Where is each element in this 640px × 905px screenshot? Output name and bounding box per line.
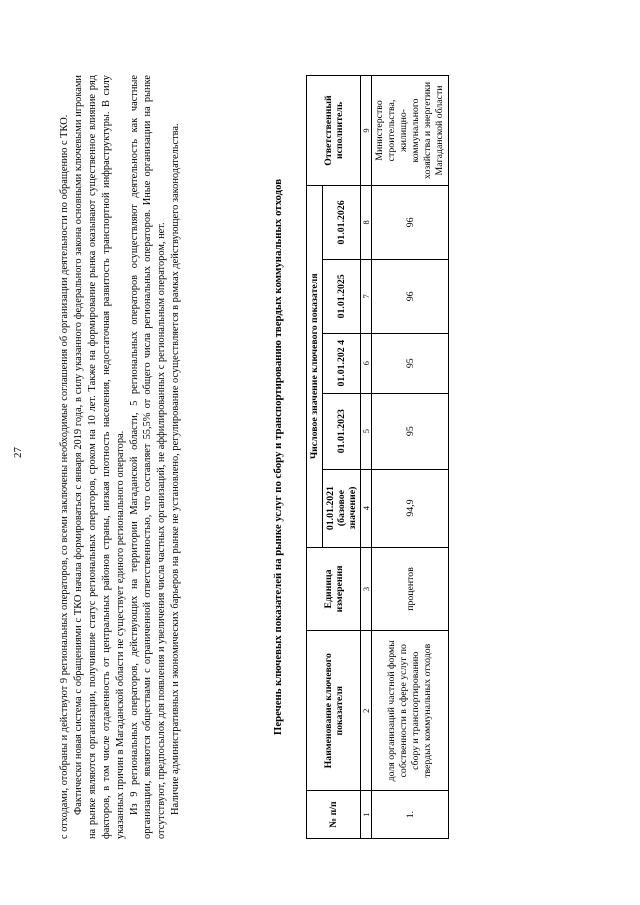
paragraph: Фактически новая система с обращениями с ТКО начала формироваться с января 2019 года, в силу указанного федерального закона основными ключевыми игроками на рынке являются организации, получившие статус региональных операторов, сроком на 10 лет. Также на формирование рынка оказывают существенное влияние ряд факторов, в том числе отдаленность от центральных районов страны, низкая плотность населения, недостаточная развитость транспортной инфраструктуры. В силу указанных причин в Магаданской области не существует единого регионального оператора. (72, 75, 126, 839)
indicators-table (306, 75, 449, 839)
column-number: 3 (361, 547, 372, 631)
paragraph: с отходами, отобраны и действуют 9 региональных операторов, со всеми заключены необходимые соглашения об организации деятельности по обращению с ТКО. (59, 114, 70, 839)
column-number-row (361, 76, 372, 839)
row-unit: процентов (372, 547, 449, 631)
header-unit: Единица измерения (307, 547, 361, 631)
row-value-2021: 94,9 (372, 469, 449, 547)
table-title: Перечень ключевых показателей на рынке услуг по сбору и транспортированию твердых коммунальных отходов (272, 178, 284, 736)
column-number: 9 (361, 76, 372, 186)
row-value-2023: 95 (372, 393, 449, 469)
column-number: 7 (361, 259, 372, 333)
body-text (58, 75, 183, 839)
column-number: 5 (361, 393, 372, 469)
column-number: 6 (361, 333, 372, 393)
header-responsible: Ответственный исполнитель (307, 76, 361, 186)
header-2026: 01.01.2026 (323, 185, 361, 259)
column-number: 4 (361, 469, 372, 547)
header-2025: 01.01.2025 (323, 259, 361, 333)
header-values-group: Числовое значение ключевого показателя (307, 185, 323, 547)
paragraph: Из 9 региональных операторов, действующих на территории Магаданской области, 5 региональных операторов осуществляют деятельность как частные организации, являются обществами с ограниченной ответственностью, что составляет 55,5% от общего числа региональных операторов. Иные организации на рынке отсутствуют, предпосылок для появления и увеличения числа частных организаций, не аффилированных с региональным оператором, нет. (128, 75, 168, 839)
row-responsible: Министерство строительства, жилищно-коммунального хозяйства и энергетики Магаданской области (372, 76, 449, 186)
header-row (307, 76, 323, 839)
header-2023: 01.01.2023 (323, 393, 361, 469)
table-row (372, 76, 449, 839)
column-number: 8 (361, 185, 372, 259)
column-number: 1 (361, 791, 372, 839)
row-value-2024: 95 (372, 333, 449, 393)
row-value-2026: 96 (372, 185, 449, 259)
row-value-2025: 96 (372, 259, 449, 333)
row-num: 1. (372, 791, 449, 839)
header-num: № п/п (307, 791, 361, 839)
header-2024: 01.01.202 4 (323, 333, 361, 393)
row-indicator-name: доля организаций частной формы собственности в сфере услуг по сбору и транспортированию твердых коммунальных отходов (372, 631, 449, 791)
header-2021: 01.01.2021 (базовое значение) (323, 469, 361, 547)
column-number: 2 (361, 631, 372, 791)
page-number: 27 (12, 447, 24, 458)
header-name: Наименование ключевого показателя (307, 631, 361, 791)
paragraph: Наличие административных и экономических барьеров на рынке не установлено, регулирование осуществляется в рамках действующего законодательства. (170, 123, 182, 815)
